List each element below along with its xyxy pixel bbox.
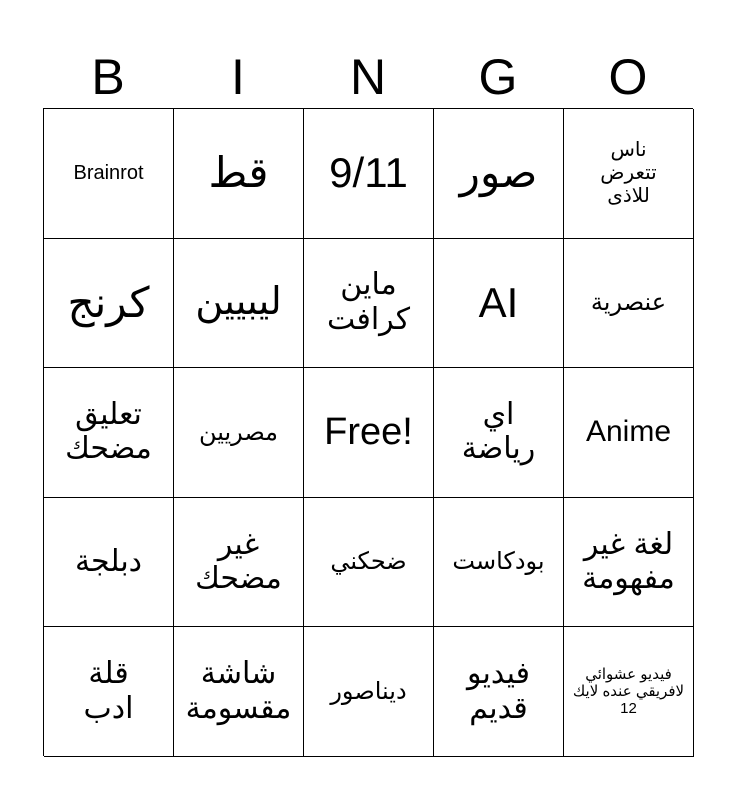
cell-text: 9/11 [329,149,408,197]
bingo-cell[interactable] [174,239,304,369]
bingo-cell[interactable] [434,368,564,498]
bingo-cell[interactable] [44,627,174,757]
cell-text: تعليق مضحك [65,397,152,466]
cell-text: دبلجة [74,544,143,578]
header-letter-i: I [231,49,245,105]
cell-text: مصريين [198,418,279,446]
bingo-board [43,108,693,756]
bingo-cell[interactable] [304,627,434,757]
cell-text: Brainrot [73,161,144,184]
cell-text: كرنج [67,278,150,326]
bingo-cell[interactable] [564,368,694,498]
bingo-cell[interactable] [564,239,694,369]
cell-text: لغة غير مفهومة [582,527,675,596]
cell-text: ناس تتعرض للاذى [600,138,657,207]
cell-text: بودكاست [452,548,545,576]
bingo-cell[interactable] [174,498,304,628]
bingo-cell[interactable] [434,498,564,628]
cell-text: شاشة مقسومة [185,657,292,725]
bingo-cell[interactable] [304,498,434,628]
cell-text: اي رياضة [461,397,536,466]
cell-text: AI [478,278,519,326]
cell-text: غير مضحك [195,527,282,596]
cell-text: Free! [324,410,413,453]
cell-text: قط [208,149,269,197]
cell-text: ليبيين [195,281,282,324]
cell-text: فيديو عشوائي لافريقي عنده لايك 12 [572,665,685,718]
header-letter-g: G [478,49,518,105]
bingo-cell[interactable] [174,368,304,498]
bingo-cell[interactable] [564,498,694,628]
bingo-cell[interactable] [564,627,694,757]
cell-text: فيديو قديم [467,657,530,725]
bingo-cell[interactable] [434,109,564,239]
bingo-header [43,48,693,106]
cell-text: Anime [585,415,672,449]
bingo-cell[interactable] [44,368,174,498]
cell-text: ضحكني [330,548,407,576]
bingo-cell[interactable] [564,109,694,239]
header-letter-b: B [91,49,125,105]
cell-text: صور [459,149,538,197]
bingo-cell[interactable] [434,239,564,369]
cell-text: ماين كرافت [327,268,410,336]
bingo-cell[interactable] [304,109,434,239]
bingo-cell[interactable] [174,109,304,239]
bingo-cell[interactable] [304,368,434,498]
cell-text: عنصرية [590,289,667,317]
bingo-cell[interactable] [434,627,564,757]
bingo-cell[interactable] [44,109,174,239]
header-letter-o: O [608,49,648,105]
bingo-cell[interactable] [174,627,304,757]
cell-text: قلة ادب [83,657,134,725]
bingo-cell[interactable] [44,498,174,628]
header-letter-n: N [349,49,387,105]
cell-text: ديناصور [330,677,407,705]
bingo-cell[interactable] [44,239,174,369]
bingo-cell[interactable] [304,239,434,369]
